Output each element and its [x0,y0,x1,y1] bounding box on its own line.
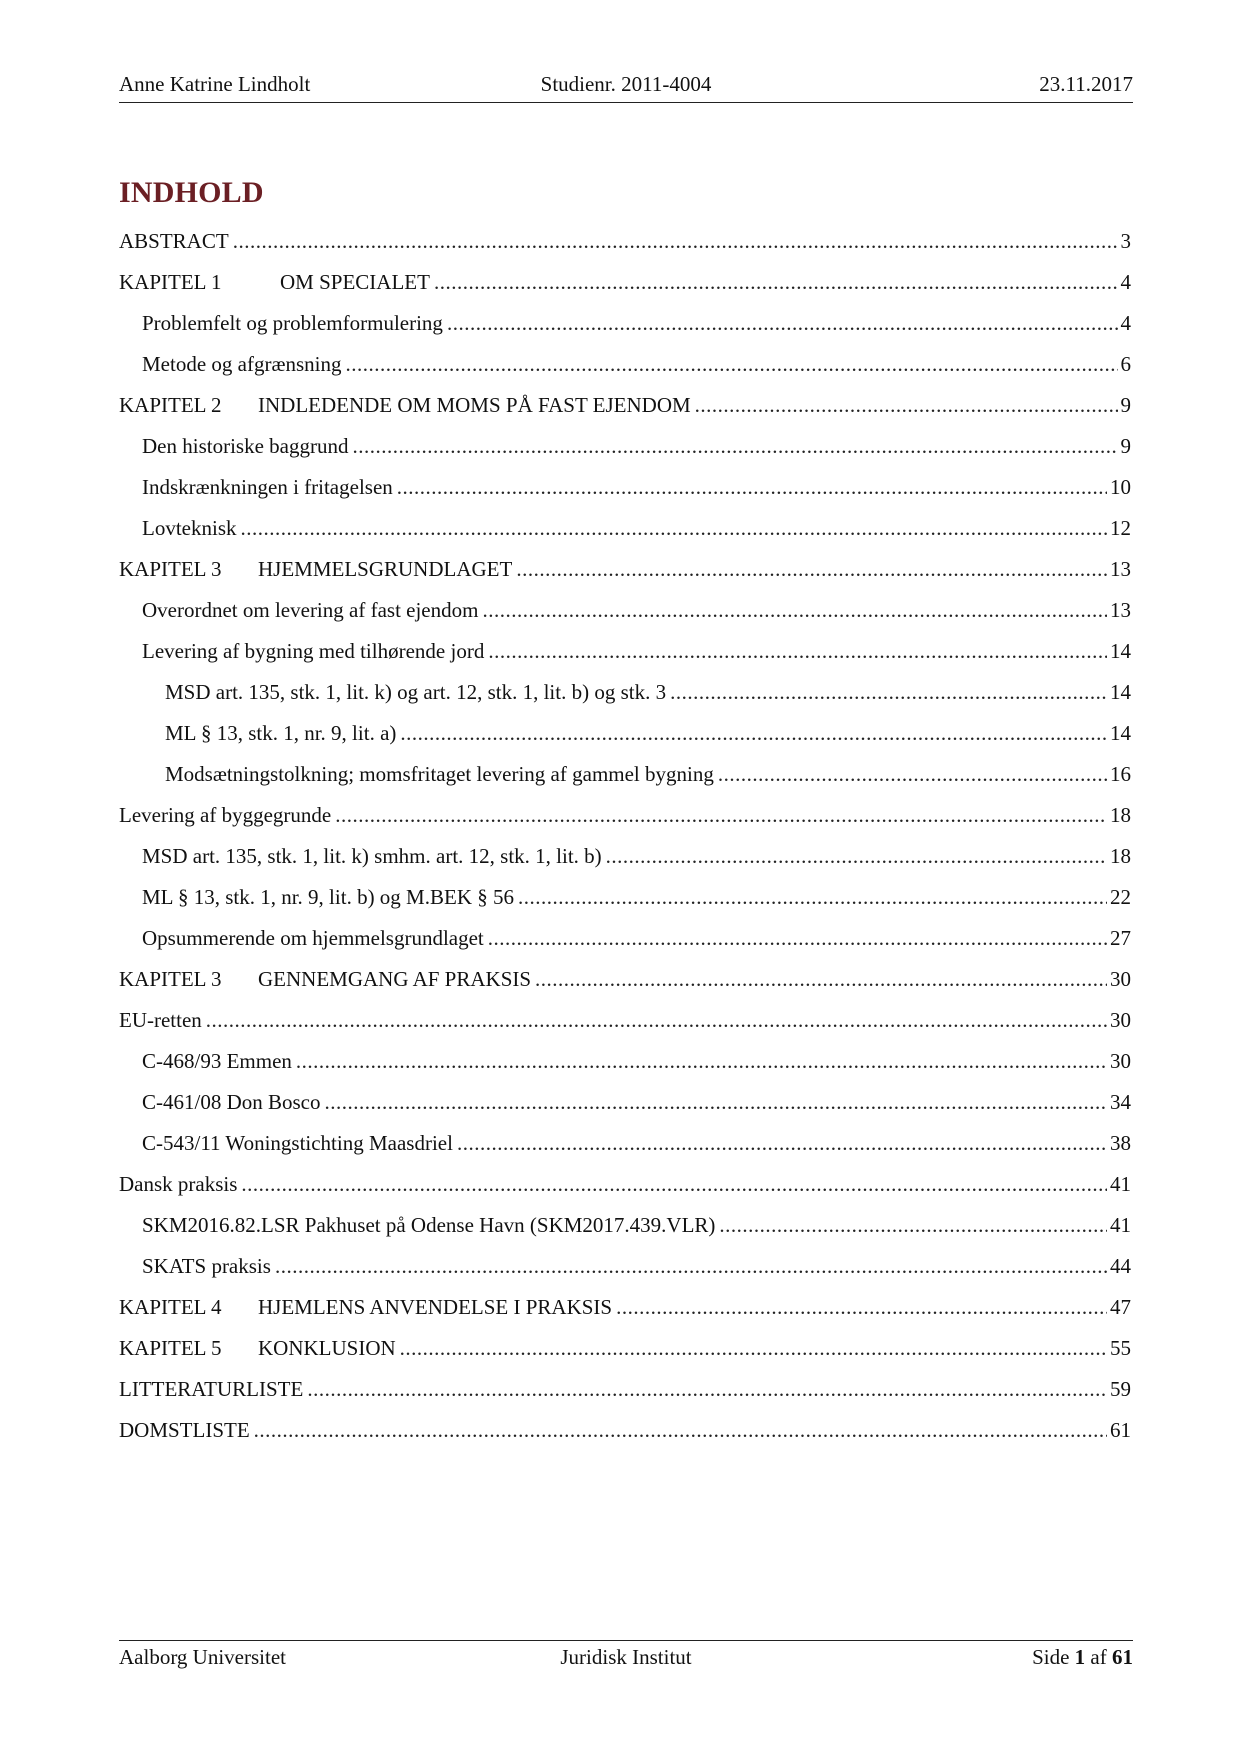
toc-entry[interactable] [119,1128,1131,1169]
toc-dot-leader [352,431,1117,461]
toc-entry-page: 16 [1110,762,1131,786]
footer-page-total: 61 [1112,1645,1133,1669]
toc-entry-page: 41 [1110,1213,1131,1237]
toc-entry-page: 18 [1110,844,1131,868]
header-date: 23.11.2017 [1039,72,1133,96]
toc-dot-leader [457,1128,1107,1158]
toc-dot-leader [718,759,1107,789]
toc-entry-title: Metode og afgrænsning [142,352,342,376]
toc-dot-leader [447,308,1118,338]
toc-entry-title: LITTERATURLISTE [119,1377,304,1401]
toc-entry-title: C-461/08 Don Bosco [142,1090,321,1114]
toc-entry-title: C-468/93 Emmen [142,1049,292,1073]
toc-entry-number: KAPITEL 3 [119,967,222,991]
toc-entry-title: Problemfelt og problemformulering [142,311,443,335]
toc-entry-title: Levering af byggegrunde [119,803,332,827]
toc-dot-leader [397,472,1107,502]
footer-page-prefix: Side [1032,1645,1070,1669]
page-footer [119,1640,1133,1675]
toc-entry[interactable] [119,1251,1131,1292]
footer-page-number [1032,1645,1133,1670]
toc-dot-leader [296,1046,1107,1076]
toc-entry[interactable] [119,513,1131,554]
toc-entry[interactable] [119,677,1131,718]
toc-entry[interactable] [119,1292,1131,1333]
toc-entry-number: KAPITEL 4 [119,1295,222,1319]
toc-entry-title: Lovteknisk [142,516,237,540]
toc-entry[interactable] [119,308,1131,349]
toc-dot-leader [241,513,1108,543]
toc-dot-leader [233,226,1118,256]
footer-institute: Juridisk Institut [560,1645,692,1669]
toc-dot-leader [719,1210,1107,1240]
toc-entry-page: 13 [1110,557,1131,581]
toc-entry-page: 4 [1120,270,1131,294]
toc-dot-leader [488,923,1107,953]
toc-entry-title: ML § 13, stk. 1, nr. 9, lit. a) [165,721,397,745]
toc-entry-title: INDLEDENDE OM MOMS PÅ FAST EJENDOM [258,393,691,417]
toc-entry[interactable] [119,923,1131,964]
toc-entry-page: 14 [1110,680,1131,704]
toc-dot-leader [254,1415,1107,1445]
toc-entry[interactable] [119,349,1131,390]
toc-entry[interactable] [119,1415,1131,1456]
toc-dot-leader [241,1169,1107,1199]
toc-dot-leader [670,677,1107,707]
toc-entry[interactable] [119,1046,1131,1087]
toc-entry-title: OM SPECIALET [280,270,430,294]
toc-entry-title: SKATS praksis [142,1254,271,1278]
toc-dot-leader [325,1087,1108,1117]
toc-entry-title: HJEMMELSGRUNDLAGET [258,557,513,581]
toc-entry-page: 9 [1120,434,1131,458]
toc-entry-title: ML § 13, stk. 1, nr. 9, lit. b) og M.BEK § 56 [142,885,514,909]
toc-entry-number: KAPITEL 5 [119,1336,222,1360]
toc-entry-page: 6 [1120,352,1131,376]
toc-entry-page: 14 [1110,721,1131,745]
toc-entry-title: Den historiske baggrund [142,434,349,458]
header-student-number: Studienr. 2011-4004 [540,72,712,96]
toc-entry[interactable] [119,841,1131,882]
toc-entry-page: 61 [1110,1418,1131,1442]
toc-entry[interactable] [119,882,1131,923]
toc-entry[interactable] [119,718,1131,759]
toc-entry-number: KAPITEL 2 [119,393,222,417]
toc-dot-leader [695,390,1118,420]
toc-entry[interactable] [119,472,1131,513]
toc-entry-title: EU-retten [119,1008,202,1032]
toc-entry-title: MSD art. 135, stk. 1, lit. k) og art. 12, stk. 1, lit. b) og stk. 3 [165,680,667,704]
toc-entry[interactable] [119,759,1131,800]
toc-entry[interactable] [119,267,1131,308]
toc-entry-page: 30 [1110,1008,1131,1032]
footer-page-sep: af [1090,1645,1107,1669]
toc-entry-title: Dansk praksis [119,1172,238,1196]
toc-entry-page: 14 [1110,639,1131,663]
toc-entry-page: 47 [1110,1295,1131,1319]
toc-dot-leader [345,349,1117,379]
page-header [119,72,1133,103]
header-author: Anne Katrine Lindholt [119,72,311,96]
toc-entry-page: 30 [1110,1049,1131,1073]
toc-dot-leader [516,554,1107,584]
toc-entry-title: KONKLUSION [258,1336,396,1360]
toc-entry-title: GENNEMGANG AF PRAKSIS [258,967,532,991]
toc-dot-leader [518,882,1107,912]
footer-university: Aalborg Universitet [119,1645,286,1669]
toc-entry-title: C-543/11 Woningstichting Maasdriel [142,1131,453,1155]
toc-entry-page: 30 [1110,967,1131,991]
toc-entry-page: 55 [1110,1336,1131,1360]
toc-entry-number: KAPITEL 1 [119,270,222,294]
toc-entry[interactable] [119,1169,1131,1210]
toc-entry-page: 18 [1110,803,1131,827]
toc-dot-leader [434,267,1118,297]
toc-entry-page: 12 [1110,516,1131,540]
toc-entry[interactable] [119,226,1131,267]
toc-entry[interactable] [119,800,1131,841]
toc-entry[interactable] [119,431,1131,472]
toc-entry-title: Opsummerende om hjemmelsgrundlaget [142,926,484,950]
toc-entry-number: KAPITEL 3 [119,557,222,581]
toc-entry-title: Levering af bygning med tilhørende jord [142,639,485,663]
toc-entry-page: 27 [1110,926,1131,950]
toc-dot-leader [307,1374,1107,1404]
toc-entry-title: DOMSTLISTE [119,1418,250,1442]
toc-entry[interactable] [119,1210,1131,1251]
toc-entry[interactable] [119,636,1131,677]
toc-entry-page: 44 [1110,1254,1131,1278]
toc-dot-leader [400,718,1107,748]
toc-entry[interactable] [119,595,1131,636]
toc-heading: INDHOLD [119,176,264,209]
toc-entry-title: Overordnet om levering af fast ejendom [142,598,479,622]
toc-dot-leader [206,1005,1107,1035]
toc-entry-page: 10 [1110,475,1131,499]
toc-dot-leader [616,1292,1107,1322]
toc-entry-title: Modsætningstolkning; momsfritaget levering af gammel bygning [165,762,714,786]
toc-entry-page: 41 [1110,1172,1131,1196]
toc-entry[interactable] [119,964,1131,1005]
toc-entry-title: MSD art. 135, stk. 1, lit. k) smhm. art. 12, stk. 1, lit. b) [142,844,602,868]
toc-entry[interactable] [119,1087,1131,1128]
toc-dot-leader [335,800,1107,830]
toc-entry[interactable] [119,1005,1131,1046]
toc-entry-page: 13 [1110,598,1131,622]
table-of-contents [119,226,1131,1456]
toc-entry[interactable] [119,1374,1131,1415]
toc-entry-page: 9 [1120,393,1131,417]
toc-entry-title: HJEMLENS ANVENDELSE I PRAKSIS [258,1295,613,1319]
toc-entry-page: 4 [1120,311,1131,335]
footer-page-current: 1 [1074,1645,1086,1669]
toc-entry[interactable] [119,1333,1131,1374]
toc-entry-page: 59 [1110,1377,1131,1401]
toc-entry[interactable] [119,390,1131,431]
toc-entry-page: 34 [1110,1090,1131,1114]
toc-dot-leader [535,964,1107,994]
toc-dot-leader [482,595,1107,625]
toc-dot-leader [275,1251,1107,1281]
toc-entry-page: 22 [1110,885,1131,909]
toc-entry-page: 38 [1110,1131,1131,1155]
toc-dot-leader [488,636,1107,666]
toc-entry-title: ABSTRACT [119,229,229,253]
toc-entry-title: SKM2016.82.LSR Pakhuset på Odense Havn (SKM2017.439.VLR) [142,1213,716,1237]
toc-entry-page: 3 [1120,229,1131,253]
toc-dot-leader [606,841,1107,871]
toc-entry-title: Indskrænkningen i fritagelsen [142,475,393,499]
toc-dot-leader [400,1333,1107,1363]
toc-entry[interactable] [119,554,1131,595]
